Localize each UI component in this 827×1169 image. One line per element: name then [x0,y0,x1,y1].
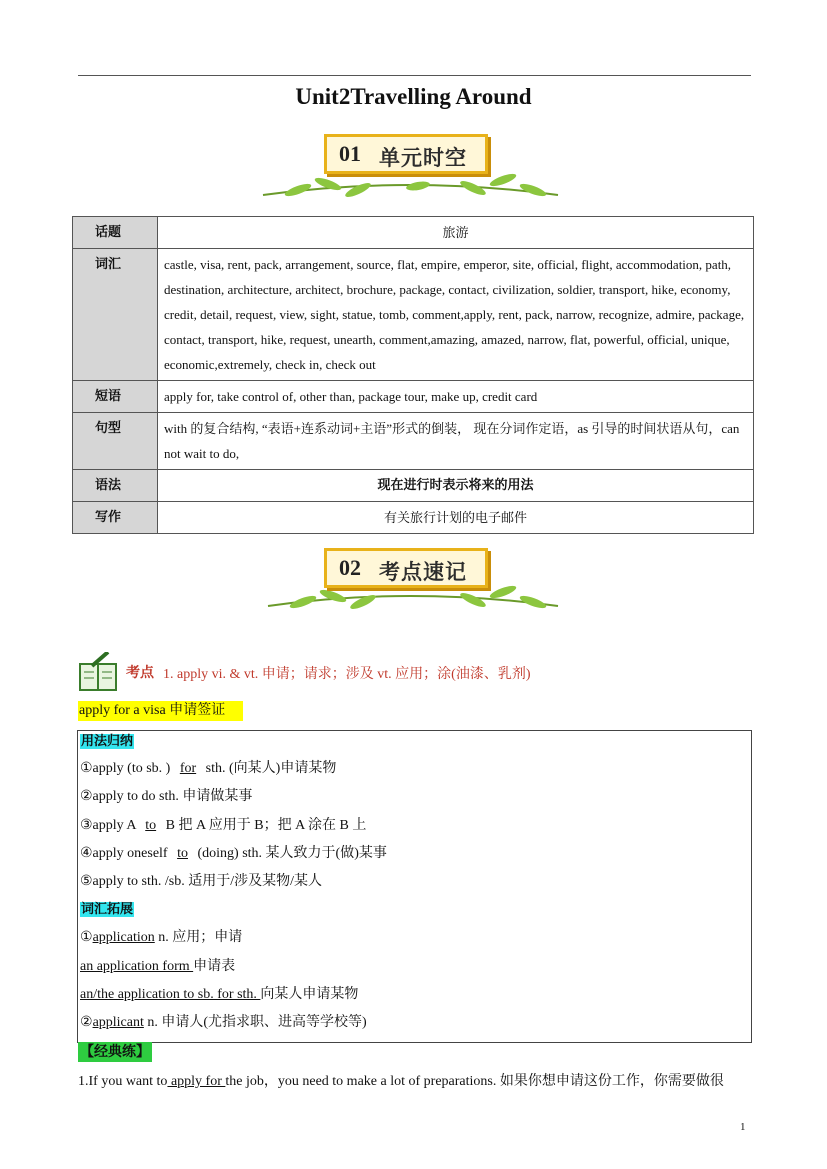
row-key: 语法 [73,470,158,502]
row-value: with 的复合结构, “表语+连系动词+主语”形式的倒装， 现在分词作定语，as 引导的时间状语从句，can not wait to do, [158,413,754,470]
row-key: 短语 [73,381,158,413]
section-banner-1 [258,132,568,202]
row-value: 有关旅行计划的电子邮件 [158,502,754,534]
row-value: 现在进行时表示将来的用法 [158,470,754,502]
usage-line: ①application n. 应用；申请 [80,930,243,945]
row-key: 话题 [73,217,158,249]
key-point-header [78,650,758,692]
key-point-label: 考点 [126,665,154,681]
header-rule [78,75,751,76]
page-number: 1 [740,1121,746,1133]
page-title: Unit2Travelling Around [295,84,532,109]
table-row [73,502,754,534]
unit-overview-table [72,216,754,534]
table-row [73,249,754,381]
row-key: 写作 [73,502,158,534]
row-value: castle, visa, rent, pack, arrangement, source, flat, empire, emperor, site, official, flight, accommodation, path, destination, architecture, architect, brochure, package, contact, civilization, soldier, transport, hike, economy, credit, detail, request, view, sight, statue, tomb, comment,apply, rent, pack, narrow, recognize, admire, package, contact, transport, hike, request, unearth, comment,amazing, amazed, narrow, flat, powerful, official, unique, economic,extremely, check in, check out [158,249,754,381]
usage-line: ③apply A to B 把 A 应用于 B；把 A 涂在 B 上 [80,818,367,833]
usage-heading: 词汇拓展 [81,902,134,917]
usage-line: ②applicant n. 申请人(尤指求职、进高等学校等) [80,1015,367,1030]
section-banner-2 [258,546,568,616]
highlighted-example: apply for a visa 申请签证 [78,701,243,721]
usage-heading: 用法归纳 [81,734,134,749]
question-1: 1.If you want to apply for the job，you need to make a lot of preparations. 如果你想申请这份工作，你需要做很 [78,1074,724,1089]
usage-line: an application form 申请表 [80,959,236,974]
banner-text: 单元时空 [379,146,467,170]
banner-number: 02 [339,555,361,580]
usage-line: ①apply (to sb. ) for sth. (向某人)申请某物 [80,761,337,776]
key-point-definition: 1. apply vi. & vt. 申请；请求；涉及 vt. 应用；涂(油漆、乳剂) [163,667,531,682]
table-row [73,217,754,249]
table-row [73,470,754,502]
table-row [73,413,754,470]
usage-line: ②apply to do sth. 申请做某事 [80,789,253,804]
banner-text: 考点速记 [379,560,467,584]
usage-box [77,730,752,1043]
banner-number: 01 [339,141,361,166]
practice-label: 【经典练】 [80,1044,150,1060]
book-pen-icon [78,652,120,692]
row-key: 词汇 [73,249,158,381]
usage-line: ⑤apply to sth. /sb. 适用于/涉及某物/某人 [80,874,322,889]
row-value: apply for, take control of, other than, package tour, make up, credit card [158,381,754,413]
row-value: 旅游 [158,217,754,249]
row-key: 句型 [73,413,158,470]
usage-line: an/the application to sb. for sth. 向某人申请某物 [80,987,359,1002]
usage-line: ④apply oneself to (doing) sth. 某人致力于(做)某事 [80,846,387,861]
table-row [73,381,754,413]
